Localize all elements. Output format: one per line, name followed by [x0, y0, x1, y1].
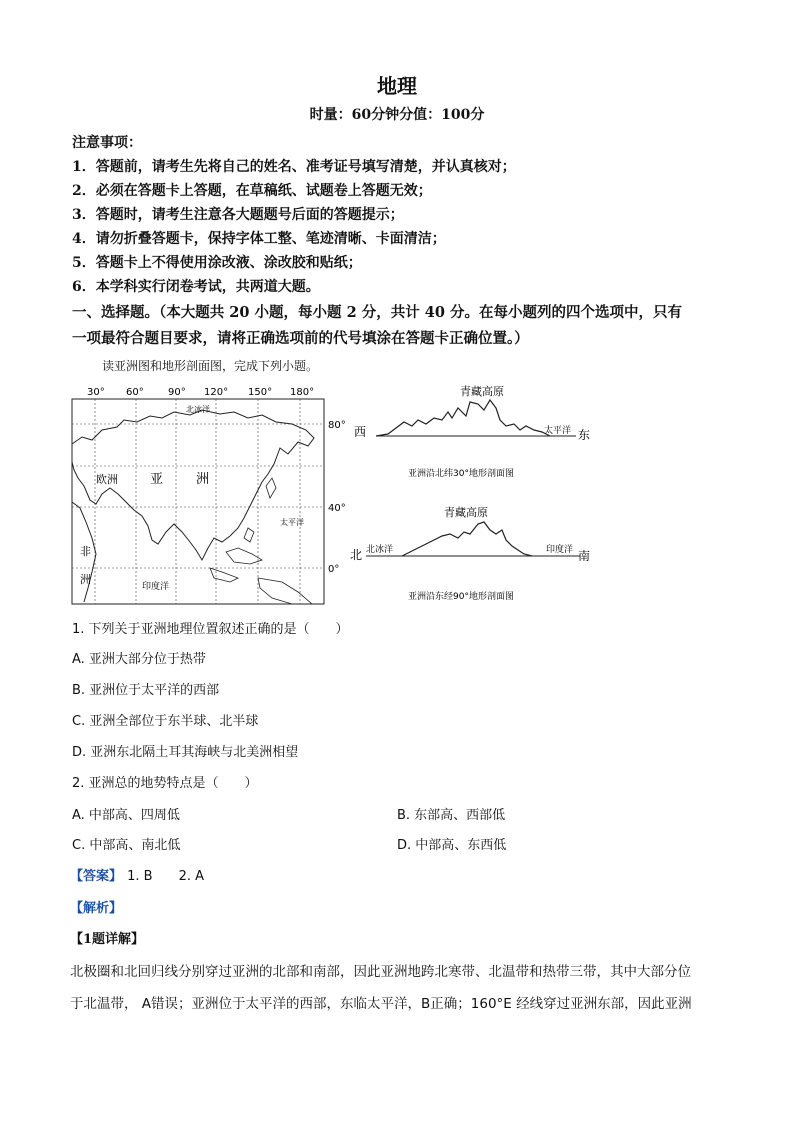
question-1-option-c: C. 亚洲全部位于东半球、北半球	[72, 714, 259, 729]
map-frame	[72, 399, 324, 604]
arctic-ocean-label: 北冰洋	[366, 545, 394, 555]
question-1-option-a: A. 亚洲大部分位于热带	[72, 652, 206, 667]
island	[244, 528, 254, 542]
svg-text:太平洋: 太平洋	[280, 518, 304, 527]
notes-heading: 注意事项：	[72, 135, 142, 151]
page-title: 地理	[377, 74, 417, 98]
asia-label: 亚	[150, 472, 164, 487]
plateau-label: 青藏高原	[460, 385, 504, 398]
detail-heading: 【1题详解】	[70, 932, 145, 947]
profile-caption: 亚洲沿北纬30°地形剖面图	[408, 469, 514, 479]
lat-label: 80°	[328, 420, 346, 431]
lon-label: 180°	[290, 387, 315, 398]
question-2-option-b: B. 东部高、西部低	[397, 808, 506, 823]
east-label: 东	[578, 428, 591, 442]
profile-caption: 亚洲沿东经90°地形剖面图	[408, 592, 514, 602]
question-2-stem: 2. 亚洲总的地势特点是（ ）	[72, 776, 258, 791]
question-2-option-c: C. 中部高、南北低	[72, 838, 181, 853]
answer-block	[70, 865, 204, 884]
profile-90e	[344, 500, 600, 604]
lat-label: 0°	[328, 564, 340, 575]
question-1-option-b: B. 亚洲位于太平洋的西部	[72, 683, 220, 698]
terrain-profile	[376, 400, 550, 436]
question-2-option-a: A. 中部高、四周低	[72, 808, 180, 823]
australia-coast	[258, 578, 312, 604]
asia-map	[62, 382, 352, 612]
island	[226, 548, 262, 564]
lat-label: 40°	[328, 503, 346, 514]
note-item: 3．答题时，请考生注意各大题题号后面的答题提示；	[72, 207, 404, 223]
pacific-label: 太平洋	[544, 426, 572, 436]
lon-label: 120°	[204, 387, 229, 398]
europe-label: 欧洲	[96, 473, 118, 486]
note-item: 1．答题前，请考生先将自己的姓名、准考证号填写清楚，并认真核对；	[72, 159, 516, 175]
indian-ocean-label: 印度洋	[142, 582, 170, 592]
answer-values: 1. B 2. A	[127, 869, 204, 884]
section-heading-line2: 一项最符合题目要求，请将正确选项前的代号填涂在答题卡正确位置。）	[72, 330, 529, 347]
island	[266, 478, 276, 498]
reading-instruction: 读亚洲图和地形剖面图，完成下列小题。	[102, 359, 319, 373]
north-label: 北	[350, 548, 363, 562]
analysis-tag: 【解析】	[70, 901, 123, 916]
terrain-profile	[402, 522, 532, 556]
south-label: 南	[578, 549, 591, 563]
analysis-line: 于北温带， A错误；亚洲位于太平洋的西部，东临太平洋，B正确；160°E 经线穿过亚洲东部，因此亚洲	[70, 996, 692, 1012]
analysis-line: 北极圈和北回归线分别穿过亚洲的北部和南部，因此亚洲地跨北寒带、北温带和热带三带，其中大部分位	[70, 964, 691, 980]
indian-ocean-label: 印度洋	[546, 545, 574, 555]
pacific-label	[280, 517, 304, 527]
arctic-ocean-label: 北冰洋	[186, 405, 210, 414]
africa-label: 非	[80, 545, 91, 558]
question-1-stem: 1. 下列关于亚洲地理位置叙述正确的是（ ）	[72, 622, 349, 637]
west-label: 西	[354, 425, 367, 439]
question-2-option-d: D. 中部高、东西低	[397, 838, 507, 853]
question-1-option-d: D. 亚洲东北隔土耳其海峡与北美洲相望	[72, 745, 299, 760]
section-heading-line1: 一、选择题。（本大题共 20 小题，每小题 2 分，共计 40 分。在每小题列的四个选项中，只有	[72, 304, 682, 321]
lon-label: 90°	[168, 387, 186, 398]
note-item: 6．本学科实行闭卷考试，共两道大题。	[72, 279, 320, 295]
lon-label: 30°	[87, 387, 105, 398]
lon-label: 60°	[126, 387, 144, 398]
graticule	[72, 399, 324, 604]
plateau-label: 青藏高原	[444, 506, 488, 519]
note-item: 4．请勿折叠答题卡，保持字体工整、笔迹清晰、卡面清洁；	[72, 231, 446, 247]
exam-time-score: 时量：60分钟分值：100分	[309, 107, 485, 123]
note-item: 5．答题卡上不得使用涂改液、涂改胶和贴纸；	[72, 255, 362, 271]
island	[210, 568, 238, 582]
asia-label: 洲	[196, 472, 210, 487]
africa-label: 洲	[80, 573, 91, 586]
lon-label: 150°	[248, 387, 273, 398]
profile-30n	[344, 380, 600, 480]
note-item: 2．必须在答题卡上答题，在草稿纸、试题卷上答题无效；	[72, 183, 432, 199]
answer-tag: 【答案】	[70, 869, 123, 884]
